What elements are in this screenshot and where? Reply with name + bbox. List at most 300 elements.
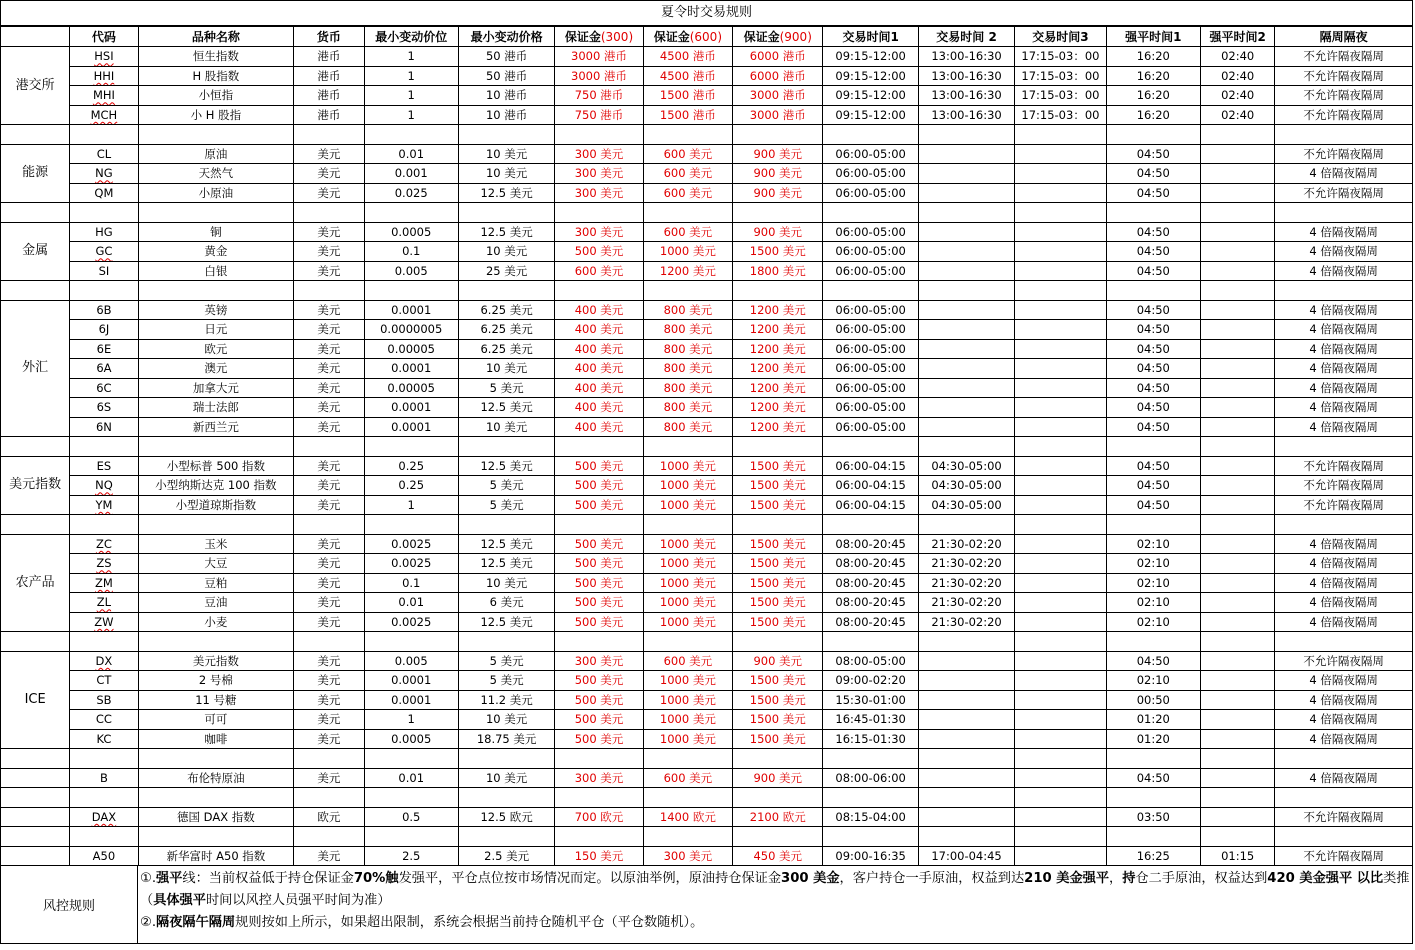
tick-value-cell-text: 50 港币 — [485, 68, 528, 83]
empty-cell — [138, 125, 294, 145]
name-cell — [138, 222, 294, 242]
force-close-1-cell-text: 04:50 — [1136, 166, 1170, 181]
margin-600-cell — [643, 554, 732, 574]
name-cell — [138, 846, 294, 866]
empty-cell — [1, 632, 70, 652]
table-row — [1, 261, 1413, 281]
rule-text-bold: 强平 — [156, 871, 183, 886]
margin-600-cell — [643, 339, 732, 359]
margin-900-cell — [733, 300, 823, 320]
margin-300-cell — [555, 47, 643, 67]
margin-900-cell — [733, 164, 823, 184]
currency-cell — [294, 456, 364, 476]
force-close-1-cell-text: 16:20 — [1136, 107, 1170, 122]
code-cell — [70, 456, 138, 476]
tick-value-cell-text: 6.25 美元 — [480, 341, 533, 356]
margin-600-cell-text: 800 美元 — [663, 302, 713, 317]
empty-cell — [70, 203, 138, 223]
empty-cell — [823, 632, 918, 652]
force-close-2-cell — [1201, 398, 1275, 418]
tick-value-cell — [458, 86, 554, 106]
force-close-2-cell — [1201, 378, 1275, 398]
currency-cell — [294, 710, 364, 730]
margin-900-cell — [733, 768, 823, 788]
force-close-1-cell — [1106, 183, 1200, 203]
margin-600-cell — [643, 807, 732, 827]
code-cell-text: CC — [95, 712, 112, 727]
force-close-2-cell — [1201, 495, 1275, 515]
empty-cell — [458, 203, 554, 223]
tick-value-cell — [458, 66, 554, 86]
table-row — [1, 495, 1413, 515]
name-cell — [138, 105, 294, 125]
force-close-2-cell-text: 02:40 — [1221, 68, 1255, 83]
min-tick-cell-text: 0.0001 — [391, 692, 432, 707]
empty-cell — [1201, 632, 1275, 652]
empty-cell — [643, 281, 732, 301]
overnight-cell — [1275, 339, 1413, 359]
margin-900-cell — [733, 671, 823, 691]
empty-cell — [1201, 281, 1275, 301]
trade-time-1-cell — [823, 807, 918, 827]
currency-cell-text: 美元 — [317, 848, 341, 863]
code-cell-text: CL — [96, 146, 112, 161]
margin-300-cell — [555, 456, 643, 476]
name-cell — [138, 456, 294, 476]
empty-cell — [138, 749, 294, 769]
name-cell-text: 黄金 — [204, 244, 228, 259]
overnight-cell-text: 4 倍隔夜隔周 — [1309, 361, 1378, 376]
overnight-cell-text: 不允许隔夜隔周 — [1303, 146, 1384, 161]
force-close-1-cell-text: 04:50 — [1136, 263, 1170, 278]
tick-value-cell-text: 12.5 美元 — [480, 556, 533, 571]
trade-time-1-cell — [823, 534, 918, 554]
trade-time-2-cell — [918, 300, 1014, 320]
force-close-1-cell — [1106, 320, 1200, 340]
currency-cell-text: 美元 — [317, 263, 341, 278]
margin-600-cell — [643, 261, 732, 281]
code-cell — [70, 320, 138, 340]
empty-cell — [823, 749, 918, 769]
empty-cell — [643, 515, 732, 535]
margin-600-cell — [643, 105, 732, 125]
rule-text-bold: 300 美金 — [781, 871, 840, 886]
margin-300-cell — [555, 144, 643, 164]
trade-time-3-cell — [1015, 768, 1106, 788]
risk-rule-2 — [140, 912, 1412, 934]
force-close-2-cell — [1201, 320, 1275, 340]
currency-cell-text: 美元 — [317, 692, 341, 707]
name-cell — [138, 164, 294, 184]
margin-600-cell-text: 1000 美元 — [659, 458, 716, 473]
empty-cell — [1015, 203, 1106, 223]
empty-cell — [138, 515, 294, 535]
overnight-cell-text: 4 倍隔夜隔周 — [1309, 770, 1378, 785]
min-tick-cell — [364, 339, 458, 359]
trade-time-3-cell — [1015, 242, 1106, 262]
margin-300-cell-text: 500 美元 — [574, 536, 624, 551]
margin-600-cell-text: 600 美元 — [663, 224, 713, 239]
margin-300-cell-text: 300 美元 — [574, 166, 624, 181]
trade-time-2-cell — [918, 671, 1014, 691]
currency-cell — [294, 846, 364, 866]
empty-cell — [555, 827, 643, 847]
min-tick-cell-text: 0.0001 — [391, 673, 432, 688]
trade-time-2-cell — [918, 710, 1014, 730]
name-cell — [138, 651, 294, 671]
empty-cell — [364, 749, 458, 769]
currency-cell-text: 美元 — [317, 556, 341, 571]
trade-time-1-cell — [823, 612, 918, 632]
empty-cell — [1, 281, 70, 301]
force-close-1-cell — [1106, 222, 1200, 242]
empty-cell — [1, 437, 70, 457]
trade-time-1-cell-text: 08:00-20:45 — [835, 614, 906, 629]
force-close-1-cell — [1106, 690, 1200, 710]
force-close-2-cell — [1201, 359, 1275, 379]
min-tick-cell-text: 0.00005 — [387, 380, 435, 395]
name-cell — [138, 359, 294, 379]
margin-900-cell — [733, 417, 823, 437]
trade-time-3-cell — [1015, 86, 1106, 106]
currency-cell — [294, 105, 364, 125]
margin-600-cell-text: 1000 美元 — [659, 692, 716, 707]
margin-900-cell — [733, 573, 823, 593]
margin-600-cell-text: 1000 美元 — [659, 595, 716, 610]
min-tick-cell — [364, 768, 458, 788]
trade-time-1-cell-text: 06:00-05:00 — [835, 341, 906, 356]
empty-cell — [364, 827, 458, 847]
trade-time-1-cell — [823, 651, 918, 671]
trade-time-3-cell — [1015, 456, 1106, 476]
code-cell — [70, 300, 138, 320]
margin-900-cell-text: 1200 美元 — [749, 341, 806, 356]
rule-2-number: ②. — [140, 915, 157, 930]
currency-cell — [294, 651, 364, 671]
min-tick-cell — [364, 164, 458, 184]
margin-300-cell-text: 3000 港币 — [571, 49, 627, 64]
trade-time-2-cell-text: 21:30-02:20 — [931, 556, 1002, 571]
min-tick-cell — [364, 612, 458, 632]
code-cell-text: B — [99, 770, 108, 785]
force-close-2-cell — [1201, 768, 1275, 788]
min-tick-cell — [364, 359, 458, 379]
empty-cell — [733, 515, 823, 535]
table-row — [1, 47, 1413, 67]
margin-600-cell — [643, 144, 732, 164]
table-row — [1, 456, 1413, 476]
force-close-1-cell-text: 04:50 — [1136, 478, 1170, 493]
overnight-cell-text: 4 倍隔夜隔周 — [1309, 244, 1378, 259]
min-tick-cell-text: 1 — [407, 107, 415, 122]
tick-value-cell — [458, 495, 554, 515]
empty-cell — [138, 437, 294, 457]
force-close-2-cell — [1201, 300, 1275, 320]
margin-300-cell-text: 500 美元 — [574, 497, 624, 512]
force-close-1-cell — [1106, 554, 1200, 574]
tick-value-cell-text: 10 美元 — [485, 770, 528, 785]
force-close-2-cell — [1201, 164, 1275, 184]
currency-cell-text: 美元 — [317, 653, 341, 668]
code-cell — [70, 339, 138, 359]
spacer-row — [1, 281, 1413, 301]
force-close-2-cell — [1201, 573, 1275, 593]
currency-cell-text: 美元 — [317, 673, 341, 688]
min-tick-cell-text: 0.0001 — [391, 419, 432, 434]
code-cell — [70, 846, 138, 866]
force-close-2-cell-text: 01:15 — [1221, 848, 1255, 863]
currency-cell — [294, 554, 364, 574]
empty-cell — [918, 437, 1014, 457]
tick-value-cell — [458, 359, 554, 379]
min-tick-cell — [364, 690, 458, 710]
code-cell-text: ZM — [95, 575, 113, 590]
trade-time-3-cell — [1015, 66, 1106, 86]
force-close-1-cell-text: 02:10 — [1136, 536, 1170, 551]
currency-cell — [294, 495, 364, 515]
margin-300-cell-text: 500 美元 — [574, 595, 624, 610]
margin-300-cell-text: 600 美元 — [574, 263, 624, 278]
empty-cell — [733, 632, 823, 652]
min-tick-cell — [364, 807, 458, 827]
empty-cell — [1201, 437, 1275, 457]
trade-time-3-cell — [1015, 846, 1106, 866]
min-tick-cell-text: 0.0005 — [391, 731, 432, 746]
name-cell — [138, 66, 294, 86]
force-close-1-cell-text: 04:50 — [1136, 302, 1170, 317]
trade-time-1-cell-text: 08:00-05:00 — [835, 653, 906, 668]
margin-300-cell — [555, 690, 643, 710]
margin-300-cell-text: 300 美元 — [574, 185, 624, 200]
min-tick-cell-text: 0.0025 — [391, 556, 432, 571]
margin-600-cell-text: 800 美元 — [663, 380, 713, 395]
tick-value-cell — [458, 164, 554, 184]
tick-value-cell-text: 6.25 美元 — [480, 302, 533, 317]
overnight-cell — [1275, 242, 1413, 262]
trade-time-3-cell-text: 17:15-03：00 — [1021, 68, 1100, 83]
category-cell: 农产品 — [1, 534, 70, 632]
margin-300-cell — [555, 671, 643, 691]
currency-cell — [294, 807, 364, 827]
tick-value-cell — [458, 476, 554, 496]
overnight-cell — [1275, 768, 1413, 788]
trade-time-3-cell — [1015, 534, 1106, 554]
margin-900-cell — [733, 222, 823, 242]
code-cell-text: 6E — [96, 341, 112, 356]
margin-600-cell-text: 1000 美元 — [659, 478, 716, 493]
min-tick-cell-text: 0.1 — [402, 244, 421, 259]
margin-600-cell — [643, 476, 732, 496]
force-close-1-cell — [1106, 86, 1200, 106]
code-cell — [70, 651, 138, 671]
force-close-1-cell — [1106, 105, 1200, 125]
tick-value-cell-text: 10 美元 — [485, 419, 528, 434]
code-cell — [70, 807, 138, 827]
empty-cell — [1106, 788, 1200, 808]
empty-cell — [823, 437, 918, 457]
name-cell — [138, 320, 294, 340]
margin-900-cell-text: 1500 美元 — [749, 673, 806, 688]
trade-time-2-cell — [918, 261, 1014, 281]
min-tick-cell-text: 0.0000005 — [380, 322, 443, 337]
min-tick-cell-text: 0.0005 — [391, 224, 432, 239]
margin-600-cell-text: 1500 港币 — [659, 107, 716, 122]
force-close-2-cell — [1201, 671, 1275, 691]
trade-time-2-cell-text: 13:00-16:30 — [931, 107, 1002, 122]
trade-time-1-cell-text: 06:00-05:00 — [835, 166, 906, 181]
currency-cell-text: 美元 — [317, 185, 341, 200]
code-cell-text: DAX — [91, 809, 117, 824]
name-cell-text: 加拿大元 — [192, 380, 239, 395]
margin-300-cell — [555, 768, 643, 788]
currency-cell-text: 美元 — [317, 146, 341, 161]
empty-cell — [294, 125, 364, 145]
force-close-1-cell-text: 04:50 — [1136, 185, 1170, 200]
trade-time-1-cell-text: 09:15-12:00 — [835, 107, 906, 122]
name-cell — [138, 183, 294, 203]
name-cell-text: 德国 DAX 指数 — [177, 809, 255, 824]
empty-cell — [1275, 125, 1413, 145]
overnight-cell-text: 不允许隔夜隔周 — [1303, 185, 1384, 200]
force-close-2-cell — [1201, 47, 1275, 67]
margin-900-cell-text: 900 美元 — [753, 146, 803, 161]
trade-time-1-cell — [823, 222, 918, 242]
empty-cell — [823, 788, 918, 808]
force-close-1-cell — [1106, 456, 1200, 476]
trade-time-2-cell-text: 13:00-16:30 — [931, 49, 1002, 64]
margin-600-cell-text: 1000 美元 — [659, 614, 716, 629]
code-cell-text: 6C — [96, 380, 112, 395]
overnight-cell-text: 不允许隔夜隔周 — [1303, 478, 1384, 493]
margin-600-cell — [643, 651, 732, 671]
tick-value-cell — [458, 573, 554, 593]
currency-cell-text: 美元 — [317, 166, 341, 181]
currency-cell-text: 美元 — [317, 322, 341, 337]
currency-cell — [294, 222, 364, 242]
force-close-1-cell-text: 04:50 — [1136, 458, 1170, 473]
name-cell-text: 新西兰元 — [192, 419, 239, 434]
margin-300-cell — [555, 320, 643, 340]
trade-time-2-cell-text: 21:30-02:20 — [931, 536, 1002, 551]
min-tick-cell-text: 0.0001 — [391, 400, 432, 415]
tick-value-cell — [458, 242, 554, 262]
empty-cell — [823, 515, 918, 535]
rule-text: ，客户持仓一手原油，权益到达 — [839, 871, 1025, 886]
trade-time-1-cell — [823, 768, 918, 788]
overnight-cell-text: 4 倍隔夜隔周 — [1309, 166, 1378, 181]
margin-600-cell-text: 1000 美元 — [659, 575, 716, 590]
currency-cell-text: 美元 — [317, 244, 341, 259]
rule-text: 仓二手原油，权益达到 — [1135, 871, 1268, 886]
min-tick-cell-text: 1 — [407, 497, 415, 512]
empty-cell — [733, 125, 823, 145]
overnight-cell-text: 不允许隔夜隔周 — [1303, 88, 1384, 103]
trade-time-1-cell-text: 06:00-05:00 — [835, 419, 906, 434]
rule-text: 时间以风控人员强平时间为准） — [205, 893, 391, 908]
currency-cell — [294, 66, 364, 86]
tick-value-cell — [458, 456, 554, 476]
margin-900-cell-text: 900 美元 — [753, 185, 803, 200]
force-close-2-cell — [1201, 534, 1275, 554]
code-cell-text: CT — [96, 673, 112, 688]
rule-text-bold: 持 — [1122, 871, 1136, 886]
margin-300-cell-text: 400 美元 — [574, 419, 624, 434]
overnight-cell — [1275, 573, 1413, 593]
trade-time-2-cell-text: 04:30-05:00 — [931, 497, 1002, 512]
overnight-cell — [1275, 144, 1413, 164]
overnight-cell — [1275, 651, 1413, 671]
name-cell — [138, 495, 294, 515]
margin-300-cell-text: 500 美元 — [574, 673, 624, 688]
trade-time-3-cell — [1015, 320, 1106, 340]
margin-600-cell — [643, 320, 732, 340]
code-cell-text: SI — [98, 263, 110, 278]
margin-900-cell — [733, 651, 823, 671]
force-close-1-cell — [1106, 339, 1200, 359]
empty-cell — [1015, 788, 1106, 808]
force-close-2-cell — [1201, 476, 1275, 496]
force-close-2-cell — [1201, 846, 1275, 866]
category-cell — [1, 768, 70, 788]
trade-time-1-cell-text: 16:15-01:30 — [835, 731, 906, 746]
code-cell-text: HG — [95, 224, 113, 239]
force-close-1-cell-text: 04:50 — [1136, 361, 1170, 376]
min-tick-cell — [364, 261, 458, 281]
tick-value-cell-text: 10 美元 — [485, 166, 528, 181]
trade-time-2-cell — [918, 320, 1014, 340]
tick-value-cell — [458, 690, 554, 710]
empty-cell — [458, 632, 554, 652]
header-margin-level: (600) — [689, 29, 723, 44]
force-close-2-cell — [1201, 612, 1275, 632]
empty-cell — [70, 437, 138, 457]
table-row — [1, 729, 1413, 749]
overnight-cell — [1275, 47, 1413, 67]
margin-900-cell-text: 6000 港币 — [749, 49, 806, 64]
currency-cell — [294, 729, 364, 749]
trade-time-1-cell — [823, 417, 918, 437]
code-cell-text: HHI — [93, 68, 115, 83]
force-close-1-cell — [1106, 846, 1200, 866]
margin-300-cell — [555, 846, 643, 866]
currency-cell — [294, 183, 364, 203]
empty-cell — [1015, 515, 1106, 535]
min-tick-cell — [364, 456, 458, 476]
margin-900-cell — [733, 710, 823, 730]
empty-cell — [294, 203, 364, 223]
name-cell — [138, 261, 294, 281]
margin-300-cell-text: 500 美元 — [574, 556, 624, 571]
trade-time-1-cell-text: 06:00-05:00 — [835, 244, 906, 259]
currency-cell-text: 欧元 — [317, 809, 341, 824]
force-close-1-cell — [1106, 164, 1200, 184]
rule-text-bold: 420 美金强平 以比 — [1267, 871, 1384, 886]
margin-900-cell — [733, 242, 823, 262]
min-tick-cell-text: 0.005 — [394, 653, 428, 668]
empty-cell — [1, 788, 70, 808]
trade-time-1-cell — [823, 320, 918, 340]
margin-300-cell — [555, 378, 643, 398]
force-close-1-cell — [1106, 768, 1200, 788]
empty-cell — [733, 788, 823, 808]
empty-cell — [643, 632, 732, 652]
overnight-cell — [1275, 495, 1413, 515]
header-trade-time-2: 交易时间 2 — [918, 27, 1014, 47]
tick-value-cell-text: 12.5 美元 — [480, 458, 533, 473]
force-close-2-cell — [1201, 456, 1275, 476]
code-cell — [70, 144, 138, 164]
tick-value-cell-text: 12.5 美元 — [480, 614, 533, 629]
